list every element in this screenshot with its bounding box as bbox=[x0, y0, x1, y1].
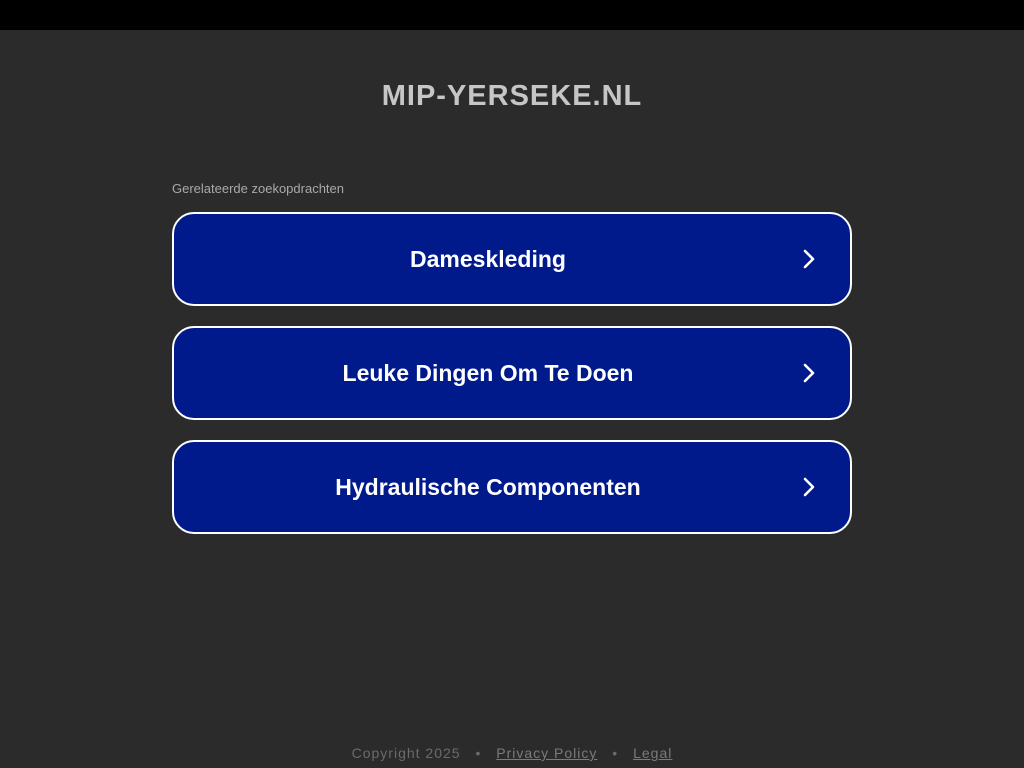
related-search-label: Dameskleding bbox=[410, 245, 566, 272]
related-search-label: Leuke Dingen Om Te Doen bbox=[342, 359, 634, 386]
legal-link[interactable]: Legal bbox=[633, 745, 673, 761]
related-search-button-hydraulische[interactable] bbox=[172, 440, 852, 534]
page-title: MIP-YERSEKE.NL bbox=[381, 80, 643, 112]
related-search-label: Hydraulische Componenten bbox=[335, 473, 641, 500]
copyright-text: Copyright 2025 bbox=[351, 745, 461, 761]
chevron-right-icon bbox=[798, 476, 820, 498]
related-search-button-dameskleding[interactable] bbox=[172, 212, 852, 306]
top-bar bbox=[0, 0, 1024, 30]
footer bbox=[0, 745, 1024, 761]
chevron-right-icon bbox=[798, 362, 820, 384]
footer-separator: • bbox=[612, 745, 619, 761]
related-searches-list bbox=[172, 212, 852, 554]
related-search-button-leuke-dingen[interactable] bbox=[172, 326, 852, 420]
privacy-policy-link[interactable]: Privacy Policy bbox=[496, 745, 598, 761]
chevron-right-icon bbox=[798, 248, 820, 270]
related-searches-label: Gerelateerde zoekopdrachten bbox=[172, 181, 345, 196]
footer-separator: • bbox=[475, 745, 482, 761]
